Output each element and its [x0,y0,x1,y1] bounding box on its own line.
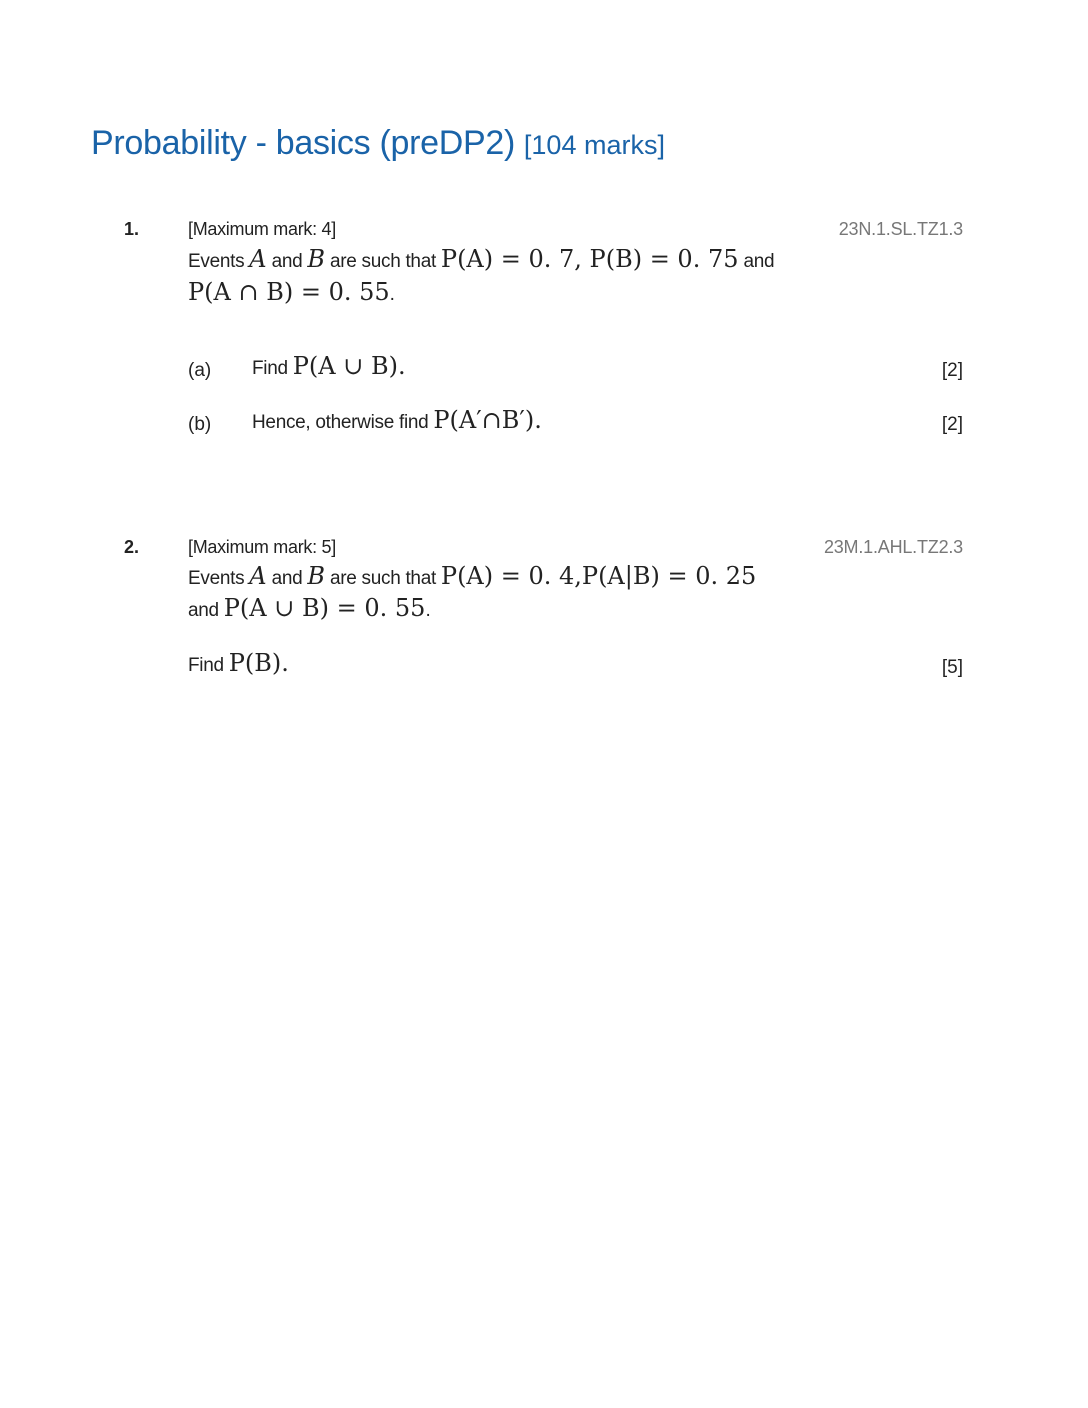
question-code: 23N.1.SL.TZ1.3 [838,219,963,239]
question-number: 2. [124,537,140,557]
math-expression: P(A ∪ B) = 0. 55 [223,594,426,622]
part-a-text [252,352,406,380]
stem-text: and [738,251,775,272]
question-number: 1. [124,219,140,239]
part-b-text [252,406,542,434]
stem-text: and [266,568,308,589]
part-a-marks: [2] [941,360,963,381]
question-stem-line-2 [188,594,430,622]
stem-text: are such that [325,568,441,589]
part-text: Hence, otherwise find [252,412,434,433]
total-marks: [104 marks] [523,130,665,160]
question-stem-line-1 [188,245,774,273]
math-variable-a: A [249,245,267,273]
maximum-mark: [Maximum mark: 4] [188,219,336,239]
stem-text: . [425,600,431,621]
stem-text: Events [188,568,250,589]
math-expression: P(A ∩ B) = 0. 55 [188,278,390,306]
math-expression: P(B). [228,649,289,677]
question-stem-line-2 [188,278,395,306]
math-variable-b: B [307,245,326,273]
math-expression: P(A ∪ B). [292,352,406,380]
part-text: Find [252,358,293,379]
stem-text: are such that [325,251,441,272]
stem-text: and [266,251,308,272]
page-title-text: Probability - basics (preDP2) [91,124,516,162]
question-2-marks: [5] [941,657,963,678]
maximum-mark: [Maximum mark: 5] [188,537,336,557]
math-expression: P(A′∩B′). [433,406,542,434]
find-text: Find [188,655,229,676]
math-variable-b: B [307,562,326,590]
math-expression: P(A) = 0. 7, P(B) = 0. 75 [440,245,739,273]
page-title [91,124,665,163]
math-expression: P(A|B) = 0. 25 [581,562,757,590]
stem-text: and [188,600,224,621]
part-label-b: (b) [188,414,212,435]
math-variable-a: A [249,562,267,590]
question-find [188,649,289,677]
part-label-a: (a) [188,360,212,381]
stem-text: Events [188,251,250,272]
question-stem-line-1 [188,562,756,590]
question-code: 23M.1.AHL.TZ2.3 [823,537,963,557]
part-b-marks: [2] [941,414,963,435]
math-expression: P(A) = 0. 4, [440,562,582,590]
stem-text: . [389,284,395,305]
